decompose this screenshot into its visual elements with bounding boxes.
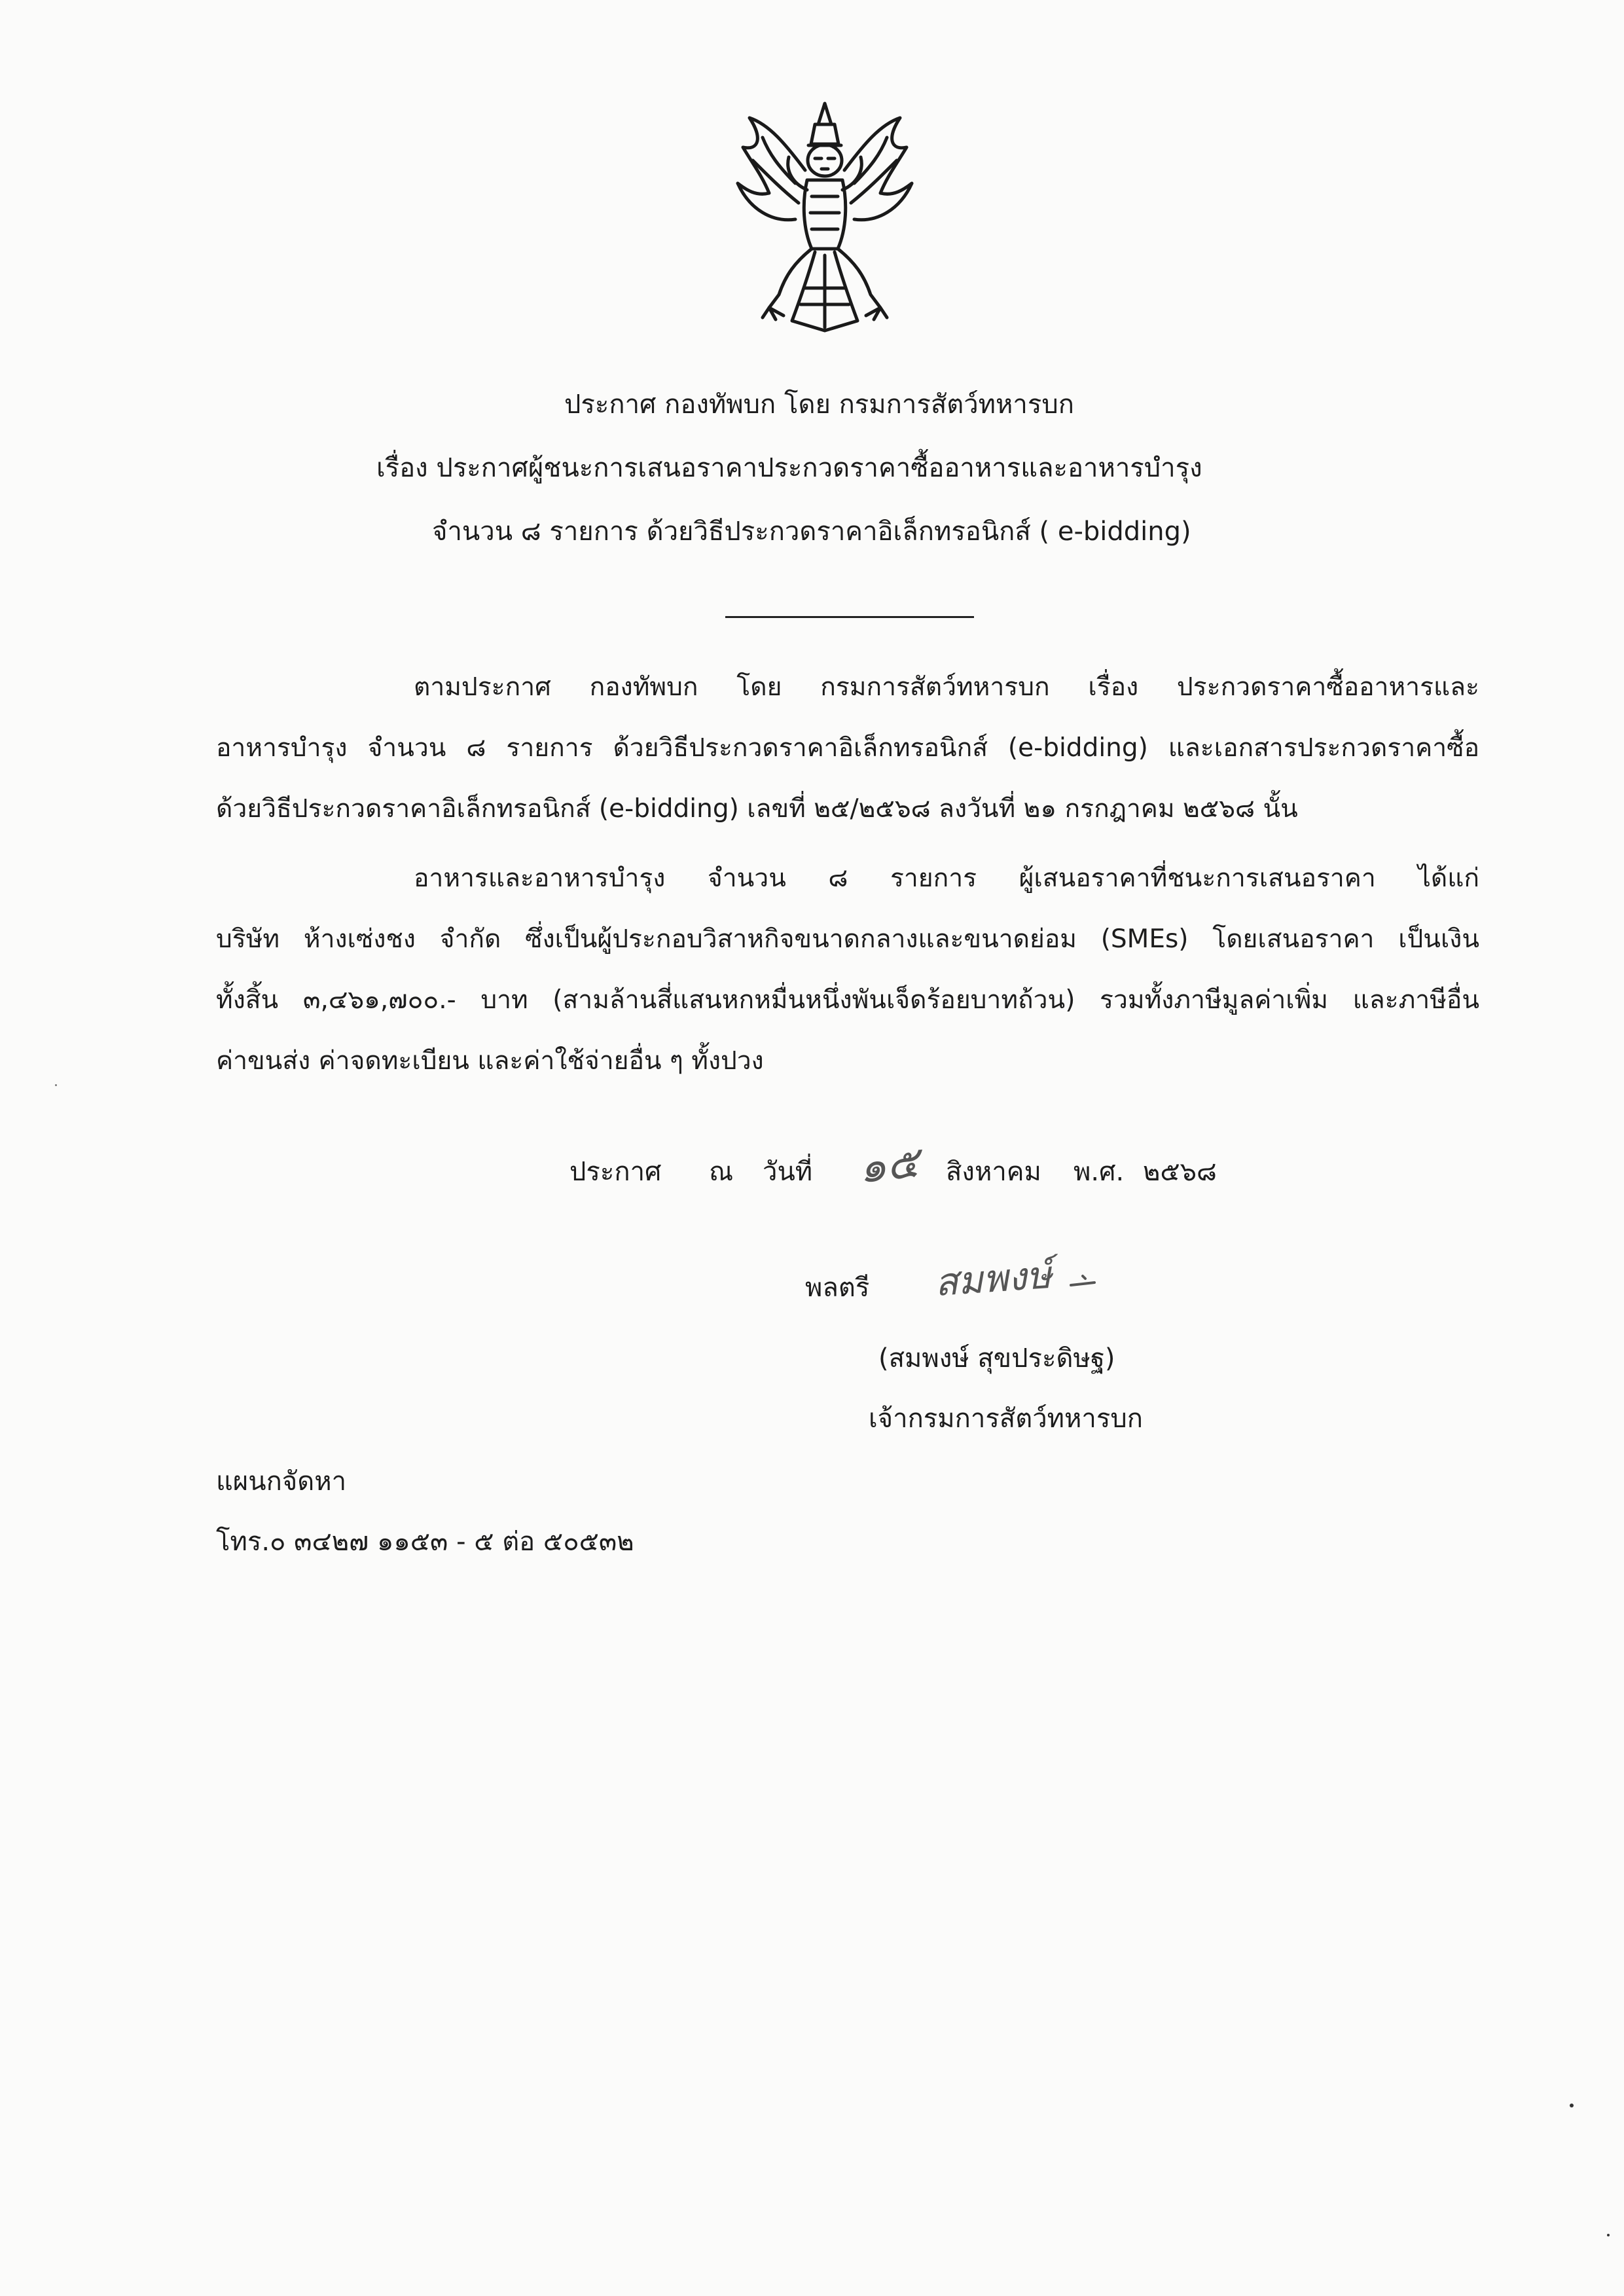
paragraph-2-line-3: ทั้งสิ้น ๓,๔๖๑,๗๐๐.- บาท (สามล้านสี่แสนหกหมื่นหนึ่งพันเจ็ดร้อยบาทถ้วน) รวมทั้งภาษีมูลค่าเพิ่ม และภาษีอื่น: [216, 985, 1479, 1015]
paragraph-1-line-2: อาหารบำรุง จำนวน ๘ รายการ ด้วยวิธีประกวดราคาอิเล็กทรอนิกส์ (e-bidding) และเอกสารประกวดราคาซื้อ: [216, 733, 1479, 763]
handwritten-signature: สมพงษ์: [933, 1252, 1053, 1305]
signature-flourish-icon: [1068, 1273, 1101, 1293]
announce-prefix: ประกาศ: [569, 1157, 662, 1187]
announce-day-handwritten: ๑๕: [856, 1137, 922, 1194]
scan-speck: [55, 1084, 57, 1086]
signatory-name: (สมพงษ์ สุขประดิษฐ): [878, 1343, 1115, 1374]
scan-speck: [1607, 2234, 1610, 2236]
garuda-emblem-icon: [723, 98, 926, 337]
paragraph-1-line-3: ด้วยวิธีประกวดราคาอิเล็กทรอนิกส์ (e-bidding) เลขที่ ๒๕/๒๕๖๘ ลงวันที่ ๒๑ กรกฎาคม ๒๕๖๘ นั้น: [216, 794, 1298, 824]
paragraph-2-line-4: ค่าขนส่ง ค่าจดทะเบียน และค่าใช้จ่ายอื่น ๆ ทั้งปวง: [216, 1046, 764, 1076]
paragraph-2-line-2: บริษัท ห้างเซ่งชง จำกัด ซึ่งเป็นผู้ประกอบวิสาหกิจขนาดกลางและขนาดย่อม (SMEs) โดยเสนอราคา เป็นเงิน: [216, 924, 1479, 954]
announcement-title: ประกาศ กองทัพบก โดย กรมการสัตว์ทหารบก: [564, 390, 1074, 420]
signatory-position: เจ้ากรมการสัตว์ทหารบก: [869, 1404, 1143, 1434]
announce-month: สิงหาคม: [946, 1157, 1041, 1187]
announce-era: พ.ศ.: [1074, 1157, 1125, 1187]
title-divider: [725, 616, 974, 618]
footer-phone: โทร.๐ ๓๔๒๗ ๑๑๕๓ - ๕ ต่อ ๕๐๕๓๒: [216, 1527, 634, 1557]
signatory-rank: พลตรี: [805, 1273, 870, 1303]
scan-speck: [1570, 2104, 1574, 2107]
paragraph-1-line-1: ตามประกาศ กองทัพบก โดย กรมการสัตว์ทหารบก เรื่อง ประกวดราคาซื้ออาหารและ: [414, 672, 1479, 702]
announce-year: ๒๕๖๘: [1143, 1157, 1217, 1187]
announcement-subject: เรื่อง ประกาศผู้ชนะการเสนอราคาประกวดราคาซื้ออาหารและอาหารบำรุง: [376, 453, 1202, 483]
announce-at: ณ: [709, 1157, 734, 1187]
paragraph-2-line-1: อาหารและอาหารบำรุง จำนวน ๘ รายการ ผู้เสนอราคาที่ชนะการเสนอราคา ได้แก่: [414, 864, 1479, 893]
footer-department: แผนกจัดหา: [216, 1467, 347, 1497]
announcement-subject-continued: จำนวน ๘ รายการ ด้วยวิธีประกวดราคาอิเล็กทรอนิกส์ ( e-bidding): [432, 517, 1191, 547]
announce-day-label: วันที่: [763, 1157, 813, 1187]
